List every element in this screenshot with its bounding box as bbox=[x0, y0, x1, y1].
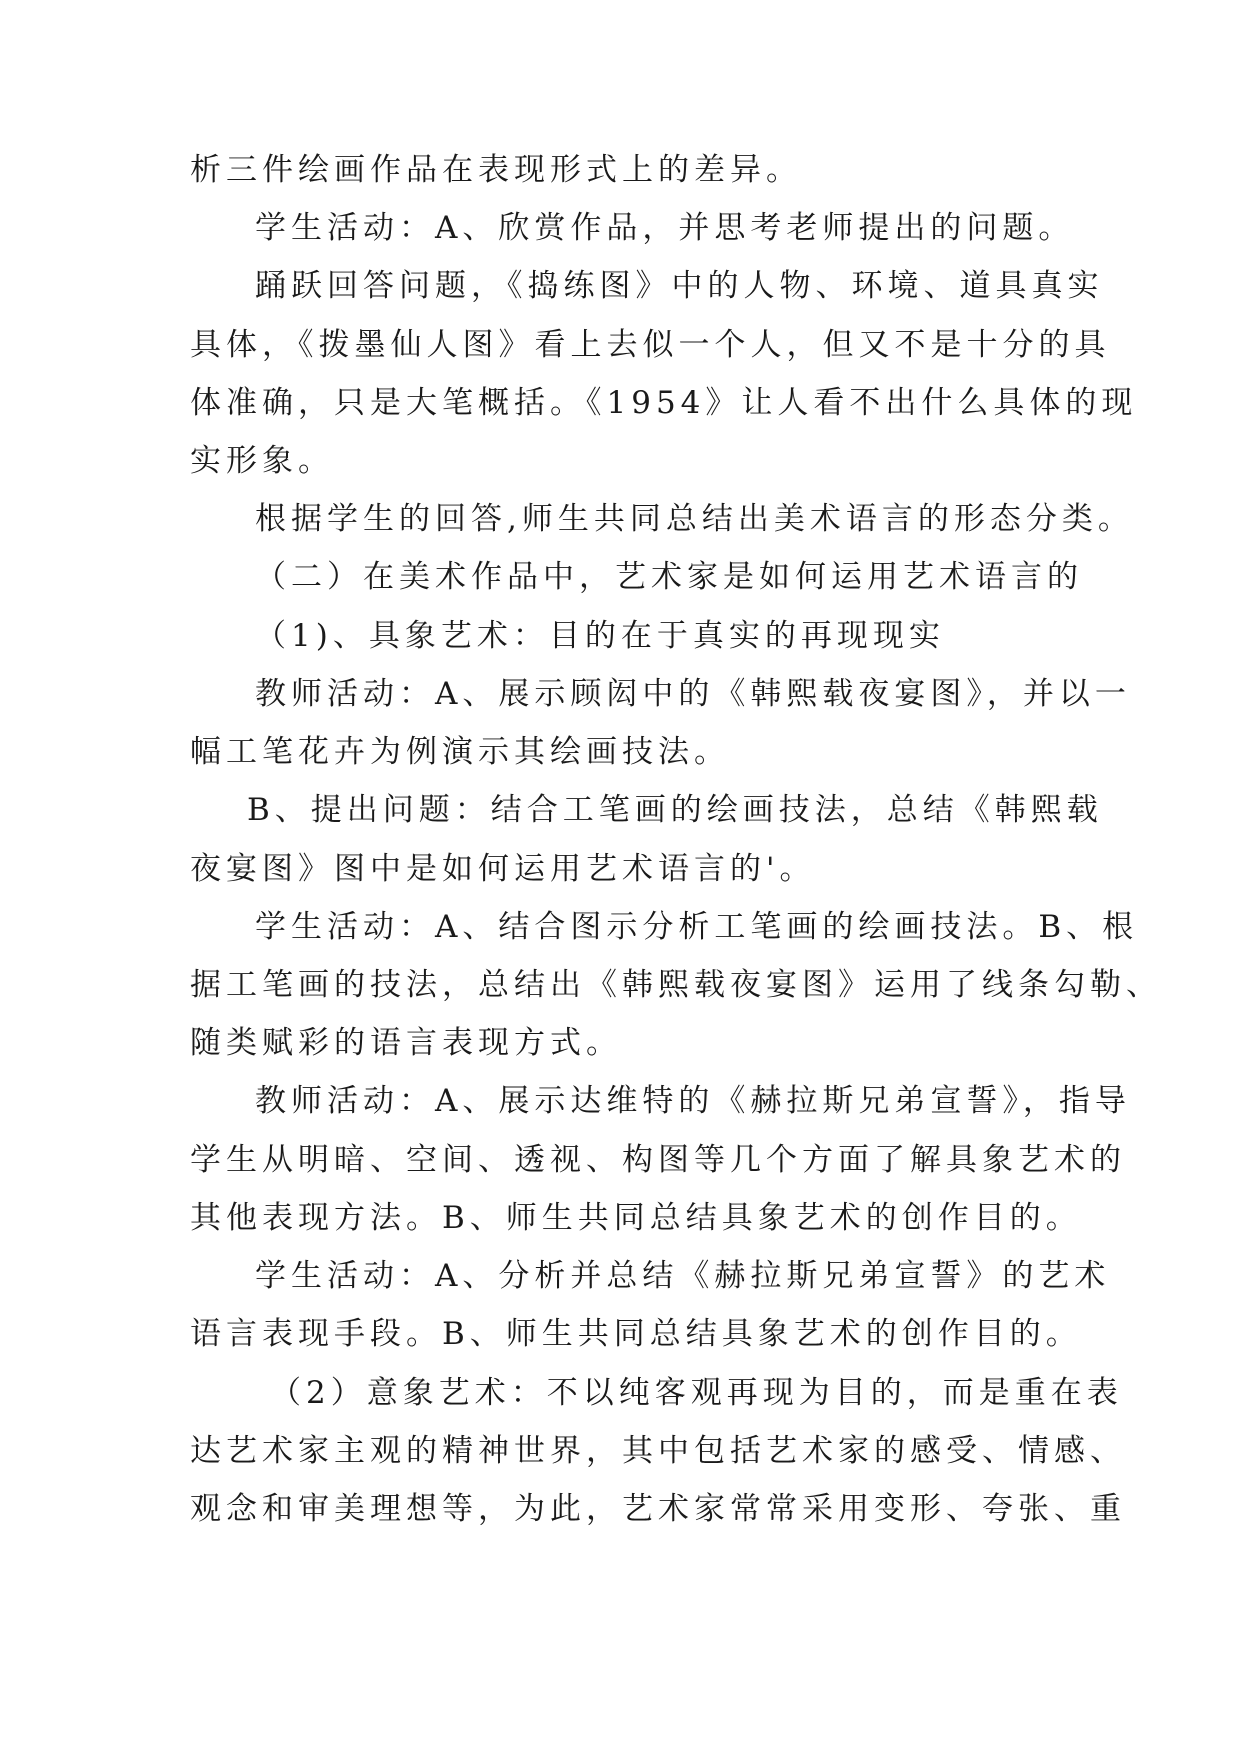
text-line-12: B、提出问题：结合工笔画的绘画技法，总结《韩熙载 bbox=[247, 792, 1103, 828]
subsection-heading-2: （2）意象艺术：不以纯客观再现为目的，而是重在表 bbox=[270, 1375, 1123, 1411]
text-line-18: 学生从明暗、空间、透视、构图等几个方面了解具象艺术的 bbox=[190, 1142, 1126, 1178]
section-heading-2: （二）在美术作品中，艺术家是如何运用艺术语言的 bbox=[255, 559, 1083, 595]
text-line-5: 体准确，只是大笔概括。《1954》让人看不出什么具体的现 bbox=[190, 385, 1138, 421]
text-line-1: 析三件绘画作品在表现形式上的差异。 bbox=[190, 152, 802, 188]
text-line-16: 随类赋彩的语言表现方式。 bbox=[190, 1025, 622, 1061]
text-line-4: 具体，《拨墨仙人图》看上去似一个人，但又不是十分的具 bbox=[190, 327, 1111, 363]
subsection-heading-1: （1)、具象艺术：目的在于真实的再现现实 bbox=[255, 618, 945, 654]
text-line-2: 学生活动：A、欣赏作品，并思考老师提出的问题。 bbox=[255, 210, 1075, 246]
text-line-3: 踊跃回答问题，《捣练图》中的人物、环境、道具真实 bbox=[255, 268, 1104, 304]
text-line-21: 语言表现手段。B、师生共同总结具象艺术的创作目的。 bbox=[190, 1316, 1082, 1352]
text-line-7: 根据学生的回答,师生共同总结出美术语言的形态分类。 bbox=[255, 501, 1134, 537]
text-line-20: 学生活动：A、分析并总结《赫拉斯兄弟宣誓》的艺术 bbox=[255, 1258, 1111, 1294]
text-line-10: 教师活动：A、展示顾闳中的《韩熙载夜宴图》，并以一 bbox=[255, 676, 1131, 712]
text-line-24: 观念和审美理想等，为此，艺术家常常采用变形、夸张、重 bbox=[190, 1491, 1126, 1527]
text-line-14: 学生活动：A、结合图示分析工笔画的绘画技法。B、根 bbox=[255, 909, 1139, 945]
text-line-6: 实形象。 bbox=[190, 443, 334, 479]
text-line-13: 夜宴图》图中是如何运用艺术语言的'。 bbox=[190, 851, 816, 887]
text-line-15: 据工笔画的技法，总结出《韩熙载夜宴图》运用了线条勾勒、 bbox=[190, 967, 1162, 1003]
text-line-11: 幅工笔花卉为例演示其绘画技法。 bbox=[190, 734, 730, 770]
text-line-19: 其他表现方法。B、师生共同总结具象艺术的创作目的。 bbox=[190, 1200, 1082, 1236]
text-line-23: 达艺术家主观的精神世界，其中包括艺术家的感受、情感、 bbox=[190, 1433, 1126, 1469]
text-line-17: 教师活动：A、展示达维特的《赫拉斯兄弟宣誓》，指导 bbox=[255, 1083, 1131, 1119]
